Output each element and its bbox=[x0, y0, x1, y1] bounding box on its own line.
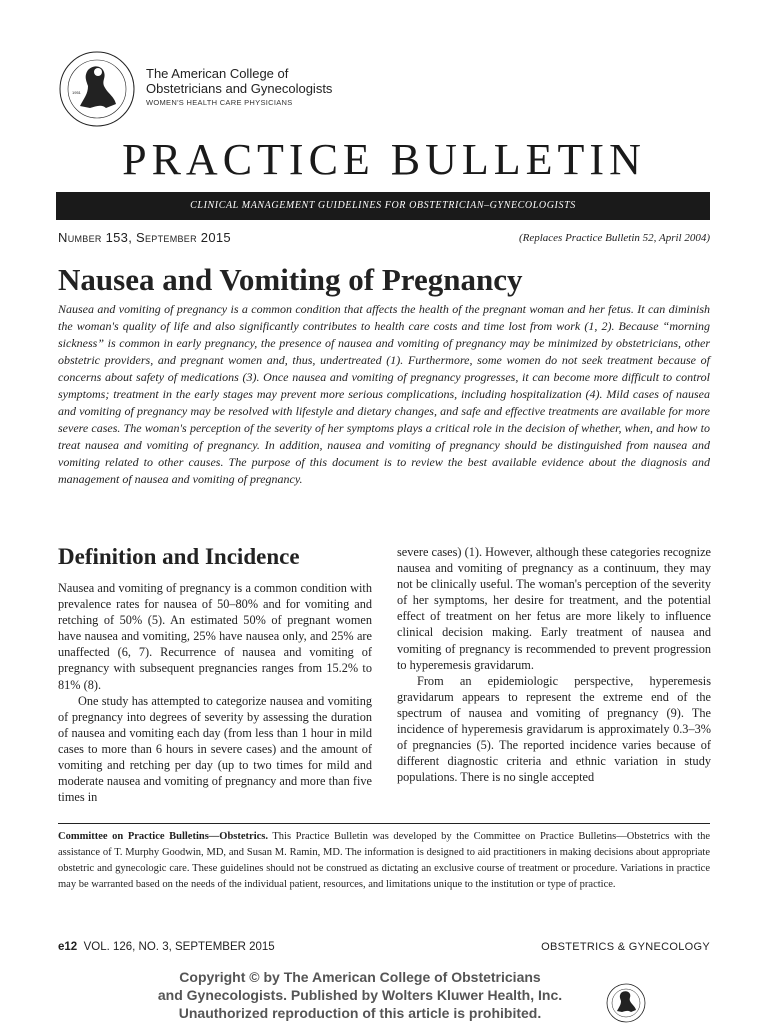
article-title: Nausea and Vomiting of Pregnancy bbox=[58, 262, 523, 297]
org-name-line1: The American College of bbox=[146, 66, 289, 81]
journal-name: OBSTETRICS & GYNECOLOGY bbox=[541, 941, 710, 953]
paragraph: From an epidemiologic perspective, hyperemesis gravidarum appears to represent the extreme end of the spectrum of nausea and vomiting of pregnancy (9). The incidence of hyperemesis gravidarum is approximately 0.3–3% of pregnancies (5). The reported incidence varies because of different diagnostic criteria and ethnic variation in study populations. There is no single accepted bbox=[397, 673, 711, 785]
left-column bbox=[58, 544, 372, 805]
committee-text: This Practice Bulletin was developed by the Committee on Practice Bulletins—Obstetrics with the assistance of T. Murphy Goodwin, MD, and Susan M. Ramin, MD. The information is designed to aid practitioners in making decisions about appropriate obstetric and gynecologic care. These guidelines should not be construed as dictating an exclusive course of treatment or procedure. Variations in practice may be warranted based on the needs of the individual patient, resources, and limitations unique to the institution or type of practice. bbox=[58, 831, 710, 890]
org-name-line2: Obstetricians and Gynecologists bbox=[146, 81, 333, 96]
org-tagline: WOMEN'S HEALTH CARE PHYSICIANS bbox=[146, 98, 293, 107]
right-column bbox=[397, 544, 711, 785]
acog-seal-small-icon bbox=[606, 983, 646, 1023]
page-number: e12 bbox=[58, 941, 78, 953]
copyright-line3: Unauthorized reproduction of this article is prohibited. bbox=[178, 1005, 542, 1021]
copyright-notice bbox=[100, 968, 620, 1022]
section-heading: Definition and Incidence bbox=[58, 544, 300, 569]
copyright-line1: Copyright © by The American College of Obstetricians bbox=[179, 969, 541, 985]
paragraph: severe cases) (1). However, although these categories recognize nausea and vomiting of pregnancy as a continuum, they may not be clinically useful. The woman's perception of the severity of her symptoms, her desire for treatment, and the potential effect of treatment on her fetus are more likely to influence clinical decision making. Early treatment of nausea and vomiting of pregnancy is recommended to prevent progression to hyperemesis gravidarum. bbox=[397, 545, 711, 672]
replaces-note: (Replaces Practice Bulletin 52, April 2004) bbox=[518, 232, 710, 244]
divider bbox=[58, 823, 710, 824]
svg-text:1951: 1951 bbox=[72, 90, 81, 95]
masthead-title: PRACTICE BULLETIN bbox=[122, 135, 646, 184]
committee-note bbox=[58, 829, 710, 893]
paragraph: One study has attempted to categorize nausea and vomiting of pregnancy into degrees of severity by assessing the duration of nausea and vomiting each day (from less than 1 hour in mild cases to more than 6 hours in severe cases) and the amount of vomiting and retching per day (up to two times for mild and moderate nausea and vomiting of pregnancy and more than five times in bbox=[58, 693, 372, 805]
footer-citation bbox=[58, 941, 275, 953]
committee-label: Committee on Practice Bulletins—Obstetrics. bbox=[58, 831, 268, 842]
copyright-line2: and Gynecologists. Published by Wolters Kluwer Health, Inc. bbox=[157, 987, 563, 1003]
bulletin-number: Number 153, September 2015 bbox=[58, 230, 231, 245]
abstract: Nausea and vomiting of pregnancy is a common condition that affects the health of the pregnant woman and her fetus. It can diminish the woman's quality of life and also significantly contributes to health care costs and time lost from work (1, 2). Because “morning sickness” is common in early pregnancy, the presence of nausea and vomiting of pregnancy may be minimized by obstetricians, other obstetric providers, and pregnant women and, thus, undertreated (1). Furthermore, some women do not seek treatment because of concerns about safety of medications (3). Once nausea and vomiting of pregnancy progresses, it can become more difficult to control symptoms; treatment in the early stages may prevent more serious complications, including hospitalization (4). Mild cases of nausea and vomiting of pregnancy may be resolved with lifestyle and dietary changes, and safe and effective treatments are available for more severe cases. The woman's perception of the severity of her symptoms plays a critical role in the decision of whether, when, and how to treat nausea and vomiting of pregnancy. In addition, nausea and vomiting of pregnancy should be distinguished from nausea and vomiting related to other causes. The purpose of this document is to review the best available evidence about the diagnosis and management of nausea and vomiting of pregnancy. bbox=[58, 302, 710, 486]
acog-seal-icon bbox=[58, 50, 136, 128]
volume-info: VOL. 126, NO. 3, SEPTEMBER 2015 bbox=[83, 941, 275, 953]
masthead-banner: CLINICAL MANAGEMENT GUIDELINES FOR OBSTETRICIAN–GYNECOLOGISTS bbox=[56, 192, 710, 220]
org-name bbox=[146, 66, 332, 96]
paragraph: Nausea and vomiting of pregnancy is a common condition with prevalence rates for nausea of 50–80% and for vomiting and retching of 50% (5). An estimated 50% of pregnant women have nausea and vomiting, 25% have nausea only, and 25% are unaffected (6, 7). Recurrence of nausea and vomiting of pregnancy with subsequent pregnancies ranges from 15.2% to 81% (8). bbox=[58, 581, 372, 692]
